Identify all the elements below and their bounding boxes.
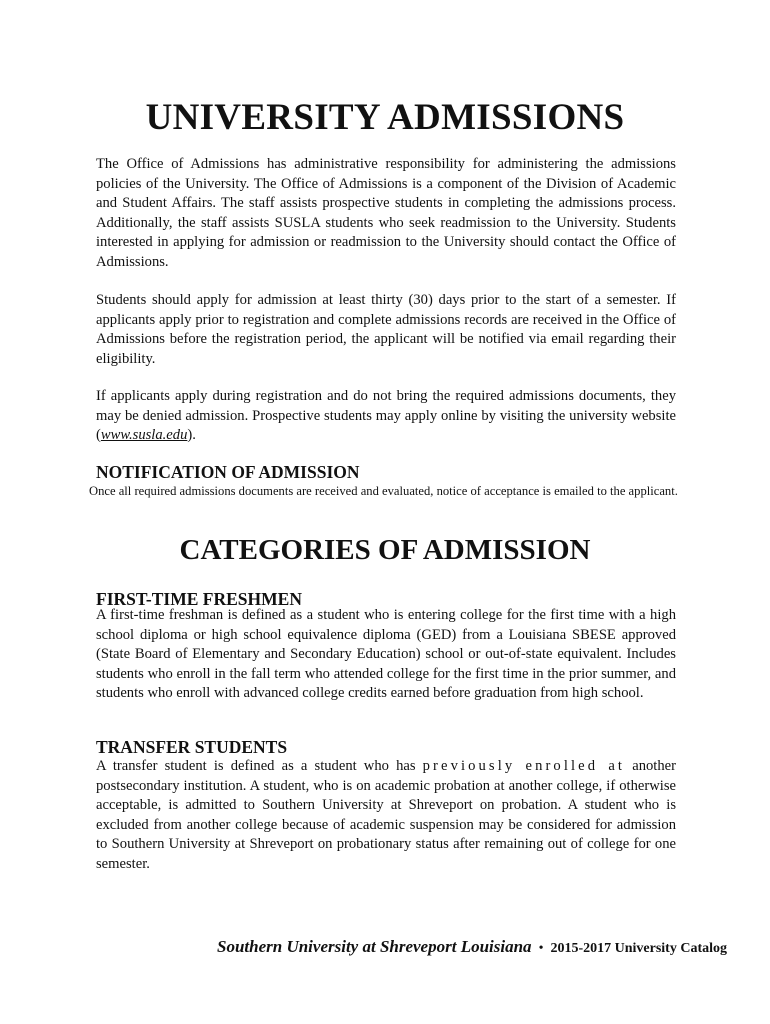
intro-paragraph-2: Students should apply for admission at least thirty (30) days prior to the start of a semester. If applicants apply prior to registration and complete admissions records are received in the Office of Admissions before the registration period, the applicant will be notified via email regarding their eligibility. (96, 292, 676, 367)
freshmen-heading: FIRST-TIME FRESHMEN (96, 589, 302, 609)
transfer-text-spaced: previously enrolled at (422, 758, 626, 774)
transfer-text-rest: another postsecondary institution. A student, who is on academic probation at another college, if otherwise acceptable, is admitted to Southern University at Shreveport on probation. A student who is excluded from another college because of academic suspension may be considered for admission to Southern University at Shreveport on probationary status after remaining out of college for one semester. (96, 758, 676, 872)
page-title: UNIVERSITY ADMISSIONS (145, 97, 625, 138)
transfer-heading: TRANSFER STUDENTS (96, 737, 288, 757)
categories-title: CATEGORIES OF ADMISSION (179, 534, 591, 566)
website-link[interactable]: www.susla.edu (100, 427, 188, 444)
intro-paragraph-1: The Office of Admissions has administrative responsibility for administering the admissions policies of the University. The Office of Admissions is a component of the Division of Academic and Student Affairs. The staff assists prospective students in completing the admissions process. Additionally, the staff assists SUSLA students who seek readmission to the University. Students interested in applying for admission or readmission to the University should contact the Office of Admissions. (96, 156, 676, 270)
transfer-text (96, 757, 676, 875)
intro-paragraph-3-text: If applicants apply during registration and do not bring the required admissions documents, they may be denied admission. Prospective students may apply online by visiting the university website ( (96, 388, 676, 444)
transfer-text-start: A transfer student is defined as a student who has (96, 758, 423, 774)
intro-paragraph-3-end: ). (187, 427, 196, 444)
footer-bullet: • (538, 941, 544, 956)
footer-catalog-label: 2015-2017 University Catalog (550, 941, 728, 956)
intro-paragraph-3 (96, 387, 676, 446)
notification-heading: NOTIFICATION OF ADMISSION (96, 462, 360, 482)
freshmen-text: A first-time freshman is defined as a student who is entering college for the first time with a high school diploma or high school equivalence diploma (GED) from a Louisiana SBESE approved (State Board of Elementary and Secondary Education) school or out-of-state equivalent. Includes students who enroll in the fall term who attended college for the first time in the prior summer, and students who enroll with advanced college credits earned before graduation from high school. (96, 607, 676, 702)
footer-school-name: Southern University at Shreveport Louisiana (217, 937, 532, 956)
page-footer (217, 936, 728, 960)
notification-text: Once all required admissions documents are received and evaluated, notice of acceptance is emailed to the applicant. (89, 484, 678, 498)
